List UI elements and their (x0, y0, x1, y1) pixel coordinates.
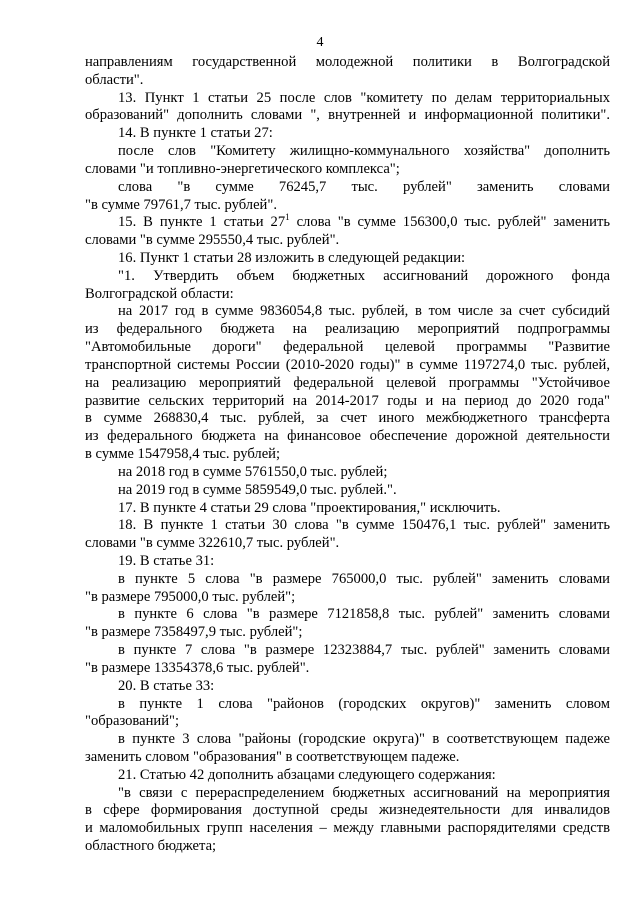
text-line (118, 214, 610, 231)
text-line (85, 54, 610, 71)
text-line-content: 17. В пункте 4 статьи 29 слова "проектирования," исключить. (118, 499, 501, 516)
text-line-content: словами "в сумме 322610,7 тыс. рублей". (85, 535, 340, 552)
text-line-content: после слов "Комитету жилищно-коммунального хозяйства" дополнить (118, 143, 610, 160)
text-line-content: "в сумме 79761,7 тыс. рублей". (85, 196, 277, 213)
text-line-content: в сфере формирования доступной среды жизнедеятельности для инвалидов (85, 802, 610, 819)
text-line-content: "1. Утвердить объем бюджетных ассигнований дорожного фонда (118, 267, 610, 284)
text-line (85, 660, 610, 677)
text-line (85, 802, 610, 819)
text-line-content: области". (85, 71, 144, 88)
text-line (85, 321, 610, 338)
text-line-content: словами "и топливно-энергетического комплекса"; (85, 160, 400, 177)
text-line (85, 393, 610, 410)
text-line (118, 482, 610, 499)
text-line-content: областного бюджета; (85, 838, 217, 855)
text-line-content: "в связи с перераспределением бюджетных ассигнований на мероприятия (118, 784, 610, 801)
text-line (118, 464, 610, 481)
text-line (118, 250, 610, 267)
text-line-content: "Автомобильные дороги" федеральной целевой программы "Развитие (85, 339, 610, 356)
text-line-content: в пункте 1 слова "районов (городских округов)" заменить словом (118, 695, 610, 712)
text-line (118, 696, 610, 713)
text-line (118, 731, 610, 748)
text-line-content: "в размере 13354378,6 тыс. рублей". (85, 659, 310, 676)
text-line-content: на реализацию мероприятий федеральной целевой программы "Устойчивое (85, 374, 610, 391)
text-line-content: "образований"; (85, 713, 180, 730)
text-line-content: слова "в сумме 76245,7 тыс. рублей" заменить словами (118, 178, 610, 195)
text-line (85, 820, 610, 837)
text-line (118, 303, 610, 320)
text-line (85, 107, 610, 124)
text-line (118, 268, 610, 285)
text-line-content: направлениям государственной молодежной политики в Волгоградской (85, 54, 610, 70)
text-line (85, 375, 610, 392)
text-line (85, 161, 610, 178)
text-line (85, 428, 610, 445)
text-line-content: из федерального бюджета на финансовое обеспечение дорожной деятельности (85, 428, 610, 445)
text-line-continuation: слова "в сумме 156300,0 тыс. рублей" заменить (289, 214, 610, 231)
text-line-content: 19. В статье 31: (118, 552, 215, 569)
text-line-content: образований" дополнить словами ", внутренней и информационной политики". (85, 107, 610, 124)
text-line (118, 767, 610, 784)
text-line (85, 446, 610, 463)
text-line-content: в сумме 1547958,4 тыс. рублей; (85, 446, 281, 463)
text-line (85, 410, 610, 427)
text-line-content: 20. В статье 33: (118, 677, 215, 694)
text-line (118, 553, 610, 570)
text-line (118, 606, 610, 623)
text-line (85, 72, 610, 89)
text-line-content: 15. В пункте 1 статьи 27 (118, 214, 286, 231)
text-line (118, 143, 610, 160)
text-line-content: заменить словом "образования" в соответствующем падеже. (85, 748, 460, 765)
text-line (85, 589, 610, 606)
text-line-content: 14. В пункте 1 статьи 27: (118, 125, 273, 142)
text-line (118, 642, 610, 659)
text-line-content: "в размере 795000,0 тыс. рублей"; (85, 588, 296, 605)
text-line (118, 179, 610, 196)
text-line (118, 517, 610, 534)
text-line-content: в сумме 268830,4 тыс. рублей, за счет иного межбюджетного трансферта (85, 410, 610, 427)
text-line (118, 785, 610, 802)
text-line-content: в пункте 7 слова "в размере 12323884,7 тыс. рублей" заменить словами (118, 642, 610, 659)
text-line-content: 18. В пункте 1 статьи 30 слова "в сумме 150476,1 тыс. рублей" заменить (118, 517, 610, 534)
text-line-content: 16. Пункт 1 статьи 28 изложить в следующей редакции: (118, 250, 466, 267)
text-line-content: на 2017 год в сумме 9836054,8 тыс. рублей, в том числе за счет субсидий (118, 303, 610, 320)
page-number: 4 (316, 35, 324, 50)
text-line (85, 232, 610, 249)
text-line-content: на 2019 год в сумме 5859549,0 тыс. рублей.". (118, 481, 397, 498)
text-line-content: транспортной системы России (2010-2020 годы)" в сумме 1197274,0 тыс. рублей, (85, 356, 610, 373)
text-line (85, 197, 610, 214)
text-line-content: в пункте 6 слова "в размере 7121858,8 тыс. рублей" заменить словами (118, 606, 610, 623)
text-line-content: из федерального бюджета на реализацию мероприятий подпрограммы (85, 321, 610, 338)
text-line-content: развитие сельских территорий на 2014-2017 годы и на период до 2020 года" (85, 392, 610, 409)
text-line-content: в пункте 5 слова "в размере 765000,0 тыс. рублей" заменить словами (118, 570, 610, 587)
text-line-content: словами "в сумме 295550,4 тыс. рублей". (85, 232, 340, 249)
text-line (85, 357, 610, 374)
text-line (85, 713, 610, 730)
text-line-content: Волгоградской области: (85, 285, 234, 302)
text-line (118, 500, 610, 517)
text-line (85, 339, 610, 356)
text-line (85, 624, 610, 641)
superscript: 1 (285, 212, 290, 223)
text-line-content: в пункте 3 слова "районы (городские округа)" в соответствующем падеже (118, 731, 610, 748)
text-line-content: 13. Пункт 1 статьи 25 после слов "комитету по делам территориальных (118, 89, 610, 106)
text-line-content: на 2018 год в сумме 5761550,0 тыс. рублей; (118, 463, 388, 480)
text-line-content: и маломобильных групп населения – между главными распорядителями средств (85, 820, 610, 837)
text-line (85, 535, 610, 552)
text-line (118, 678, 610, 695)
text-line-content: "в размере 7358497,9 тыс. рублей"; (85, 624, 303, 641)
text-line (85, 838, 610, 855)
text-line (118, 90, 610, 107)
text-line (85, 749, 610, 766)
text-line (118, 125, 610, 142)
text-line-content: 21. Статью 42 дополнить абзацами следующего содержания: (118, 766, 496, 783)
text-line (85, 286, 610, 303)
text-line (118, 571, 610, 588)
